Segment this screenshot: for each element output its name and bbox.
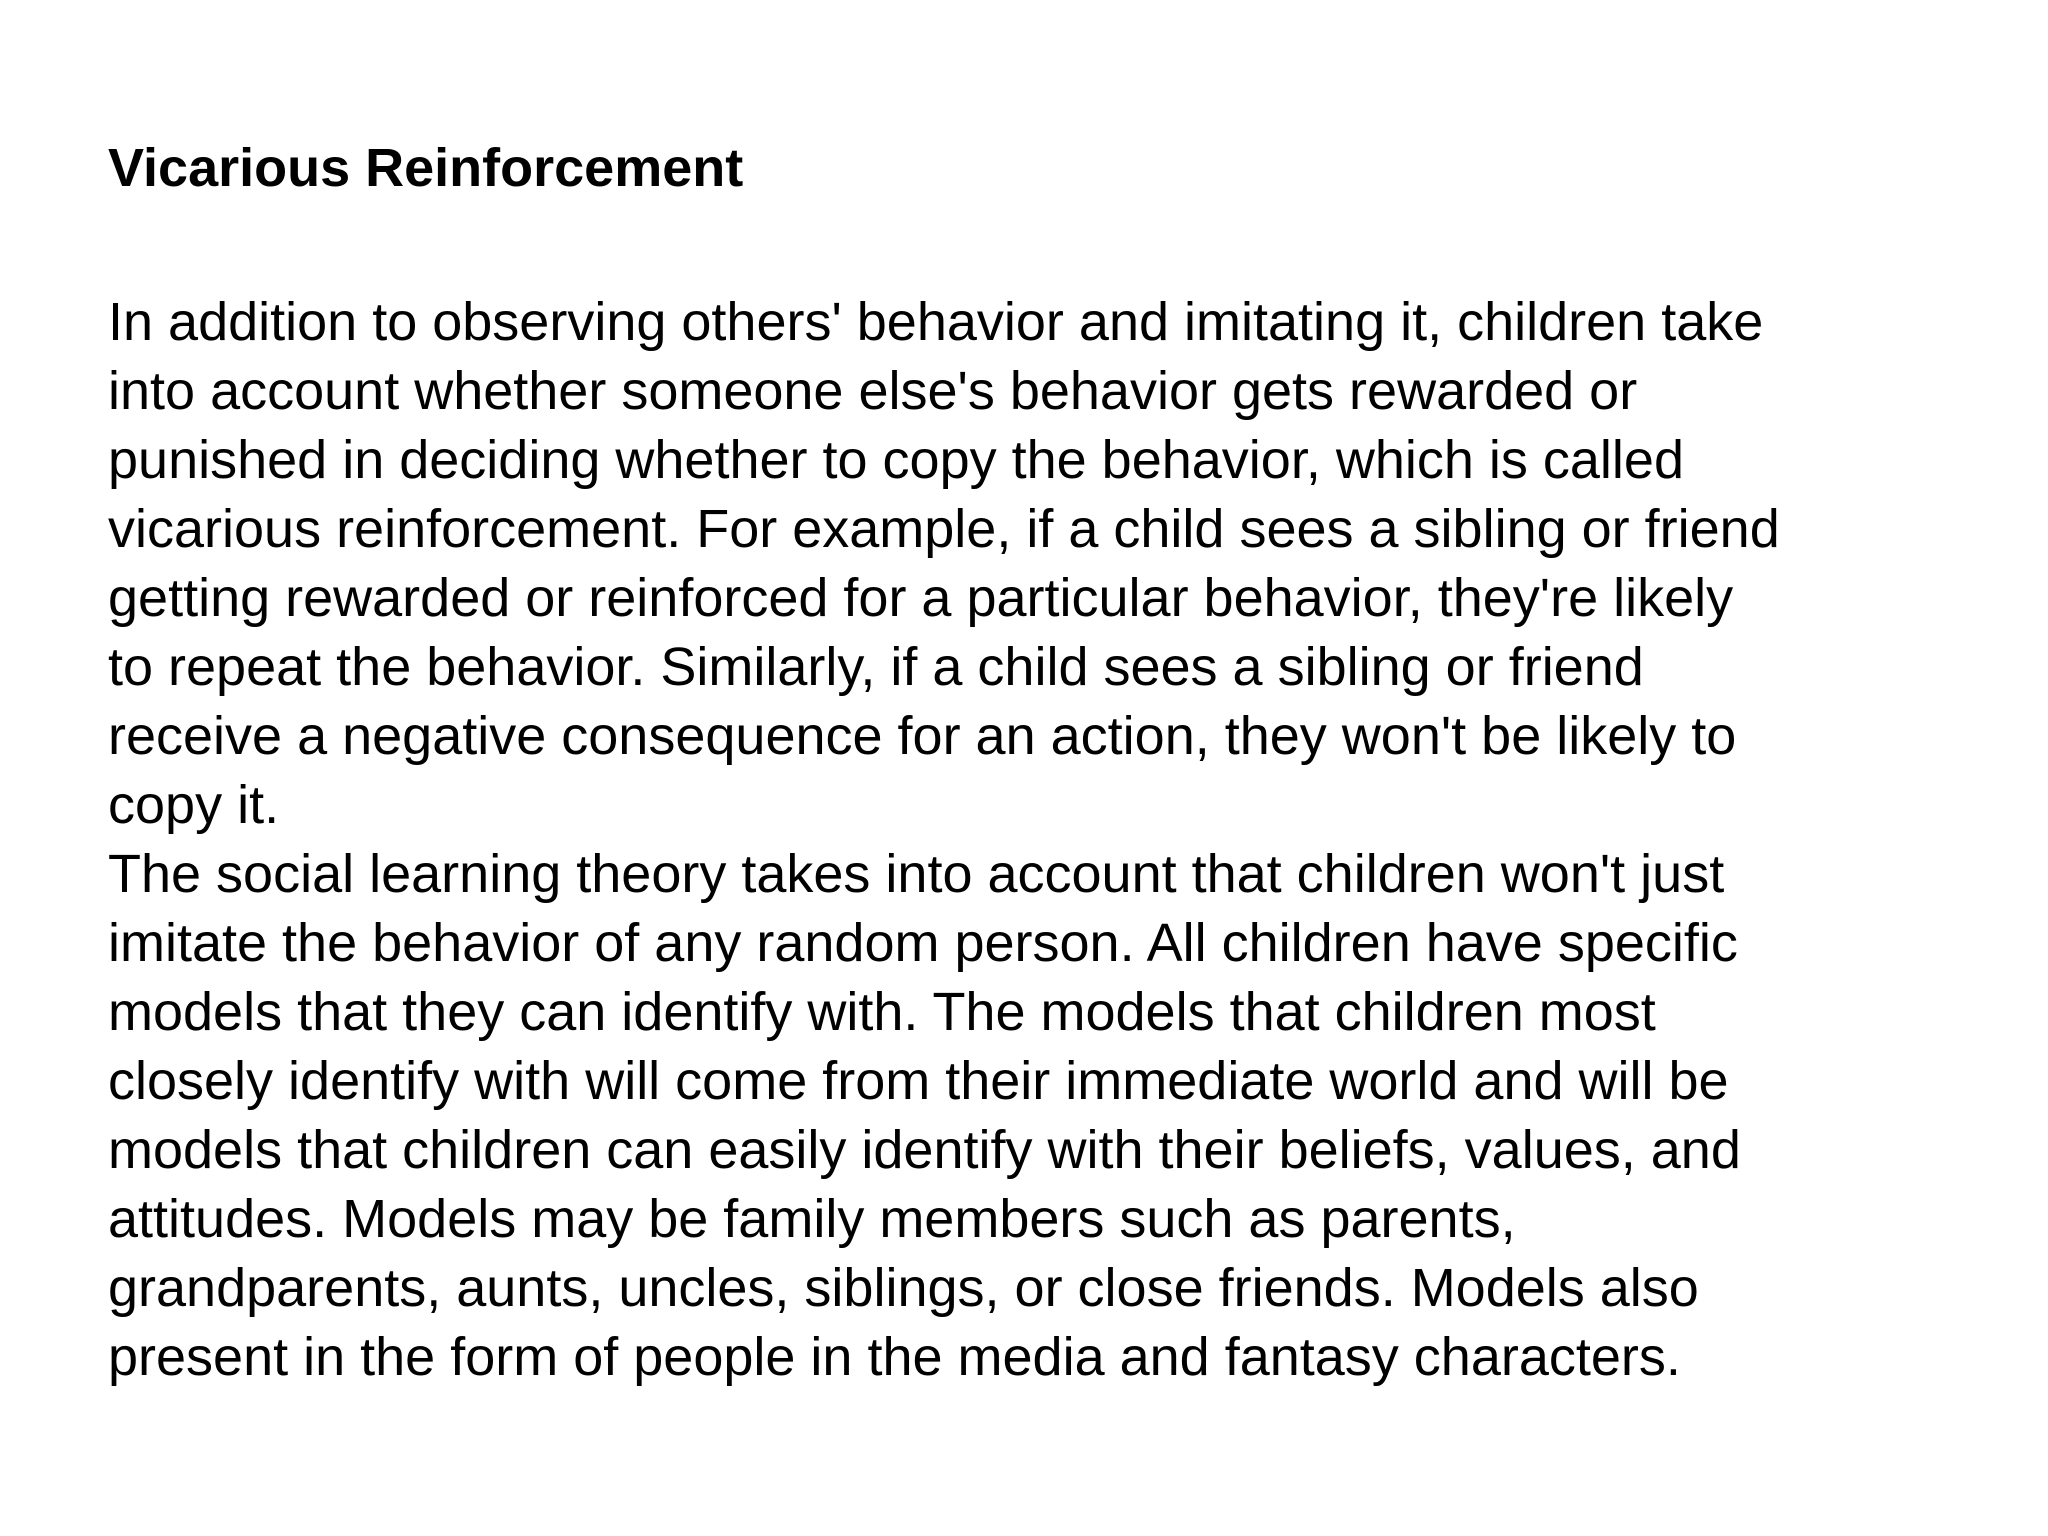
text-line: In addition to observing others' behavior and imitating it, children take <box>108 292 1764 352</box>
text-line: vicarious reinforcement. For example, if a child sees a sibling or friend <box>108 499 1780 559</box>
text-line: The social learning theory takes into account that children won't just <box>108 844 1725 904</box>
document-page <box>108 128 2008 1392</box>
text-line: attitudes. Models may be family members such as parents, <box>108 1189 1516 1249</box>
paragraph-vicarious-reinforcement <box>108 288 2008 840</box>
text-line: to repeat the behavior. Similarly, if a child sees a sibling or friend <box>108 637 1644 697</box>
text-line: receive a negative consequence for an action, they won't be likely to <box>108 706 1737 766</box>
document-title: Vicarious Reinforcement <box>108 138 744 198</box>
text-line: getting rewarded or reinforced for a particular behavior, they're likely <box>108 568 1734 628</box>
text-line: models that children can easily identify with their beliefs, values, and <box>108 1120 1741 1180</box>
spacer <box>108 208 2008 288</box>
text-line: into account whether someone else's behavior gets rewarded or <box>108 361 1638 421</box>
text-line: present in the form of people in the media and fantasy characters. <box>108 1327 1681 1387</box>
text-line: copy it. <box>108 775 280 835</box>
text-line: imitate the behavior of any random person. All children have specific <box>108 913 1738 973</box>
paragraph-social-learning-models <box>108 840 2008 1392</box>
text-line: models that they can identify with. The models that children most <box>108 982 1656 1042</box>
text-line: closely identify with will come from their immediate world and will be <box>108 1051 1729 1111</box>
text-line: punished in deciding whether to copy the behavior, which is called <box>108 430 1684 490</box>
text-line: grandparents, aunts, uncles, siblings, or close friends. Models also <box>108 1258 1699 1318</box>
